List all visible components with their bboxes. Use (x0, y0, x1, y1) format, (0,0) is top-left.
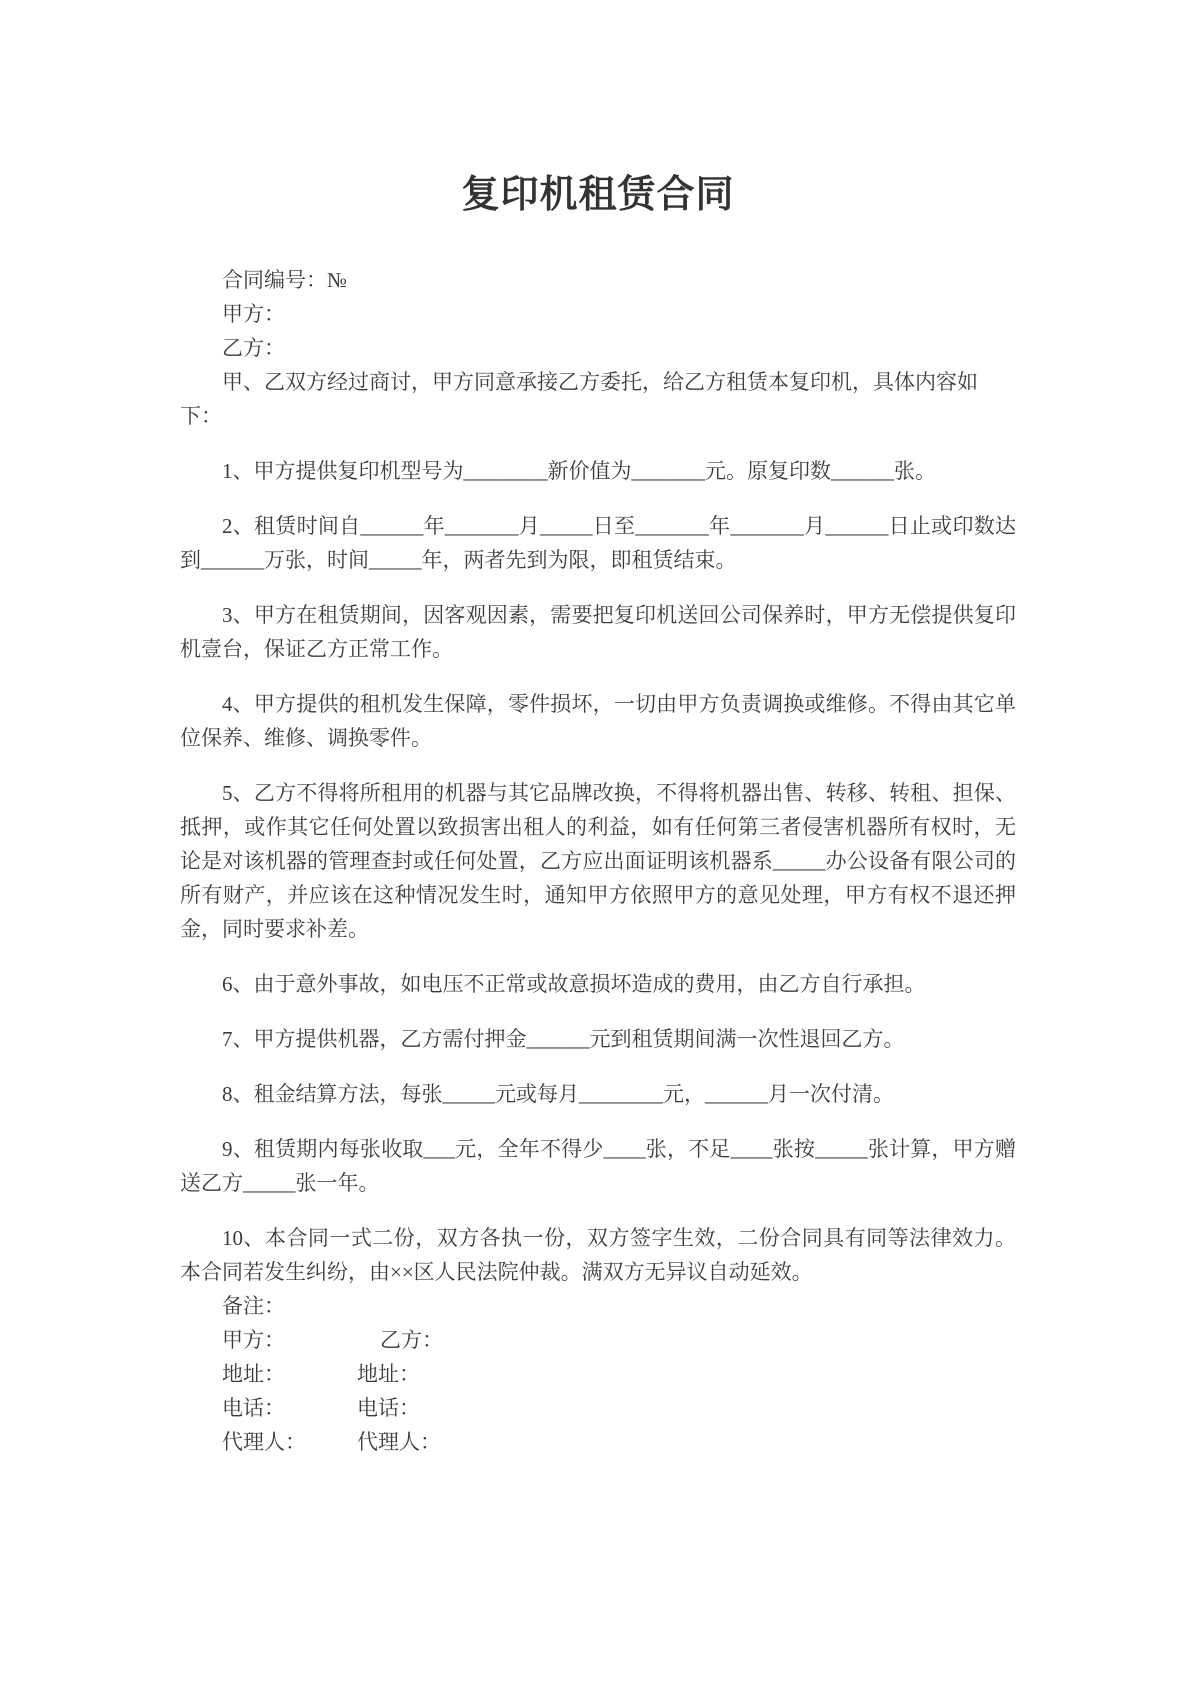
signature-row-phone (180, 1391, 1016, 1425)
party-b-signature-label: 乙方： (380, 1328, 443, 1352)
signature-row-address (180, 1357, 1016, 1391)
remark-line: 备注： (222, 1294, 285, 1318)
page-title: 复印机租赁合同 (461, 174, 735, 216)
clause-5: 5、乙方不得将所租用的机器与其它品牌改换，不得将机器出售、转移、转租、担保、抵押，或作其它任何处置以致损害出租人的利益，如有任何第三者侵害机器所有权时，无论是对该机器的管理查封或任何处置，乙方应出面证明该机器系_____办公设备有限公司的所有财产，并应该在这种情况发生时，通知甲方依照甲方的意见处理，甲方有权不退还押金，同时要求补差。 (180, 781, 1016, 941)
party-a-agent-label: 代理人： (222, 1430, 306, 1454)
clause-9: 9、租赁期内每张收取___元，全年不得少____张，不足____张按_____张计算，甲方赠送乙方_____张一年。 (180, 1137, 1016, 1195)
clause-8: 8、租金结算方法，每张_____元或每月________元，______月一次付清。 (222, 1082, 894, 1106)
party-b-agent-label: 代理人： (357, 1430, 441, 1454)
clause-6: 6、由于意外事故，如电压不正常或故意损坏造成的费用，由乙方自行承担。 (222, 972, 926, 996)
party-b-line: 乙方： (222, 336, 285, 360)
signature-row-agent (180, 1425, 1016, 1459)
clause-7: 7、甲方提供机器，乙方需付押金______元到租赁期间满一次性退回乙方。 (222, 1027, 905, 1051)
party-b-address-label: 地址： (357, 1362, 420, 1386)
party-a-address-label: 地址： (222, 1362, 285, 1386)
party-a-line: 甲方： (222, 302, 285, 326)
clause-4: 4、甲方提供的租机发生保障，零件损坏，一切由甲方负责调换或维修。不得由其它单位保养、维修、调换零件。 (180, 692, 1016, 750)
document-content (180, 172, 1016, 1459)
clause-1: 1、甲方提供复印机型号为________新价值为_______元。原复印数______张。 (222, 459, 936, 483)
signature-row-parties (180, 1323, 1016, 1357)
signature-block (180, 1289, 1016, 1459)
clause-2: 2、租赁时间自______年_______月_____日至_______年_______月______日止或印数达到______万张，时间_____年，两者先到为限，即租赁结束。 (180, 514, 1016, 572)
clause-10: 10、本合同一式二份，双方各执一份，双方签字生效，二份合同具有同等法律效力。本合同若发生纠纷，由××区人民法院仲裁。满双方无异议自动延效。 (180, 1226, 1016, 1284)
preamble-line: 甲、乙双方经过商讨，甲方同意承接乙方委托，给乙方租赁本复印机，具体内容如下： (180, 370, 978, 428)
party-b-phone-label: 电话： (357, 1396, 420, 1420)
contract-number-line: 合同编号：№ (222, 268, 348, 292)
party-a-signature-label: 甲方： (222, 1328, 285, 1352)
party-a-phone-label: 电话： (222, 1396, 285, 1420)
clause-3: 3、甲方在租赁期间，因客观因素，需要把复印机送回公司保养时，甲方无偿提供复印机壹台，保证乙方正常工作。 (180, 603, 1016, 661)
